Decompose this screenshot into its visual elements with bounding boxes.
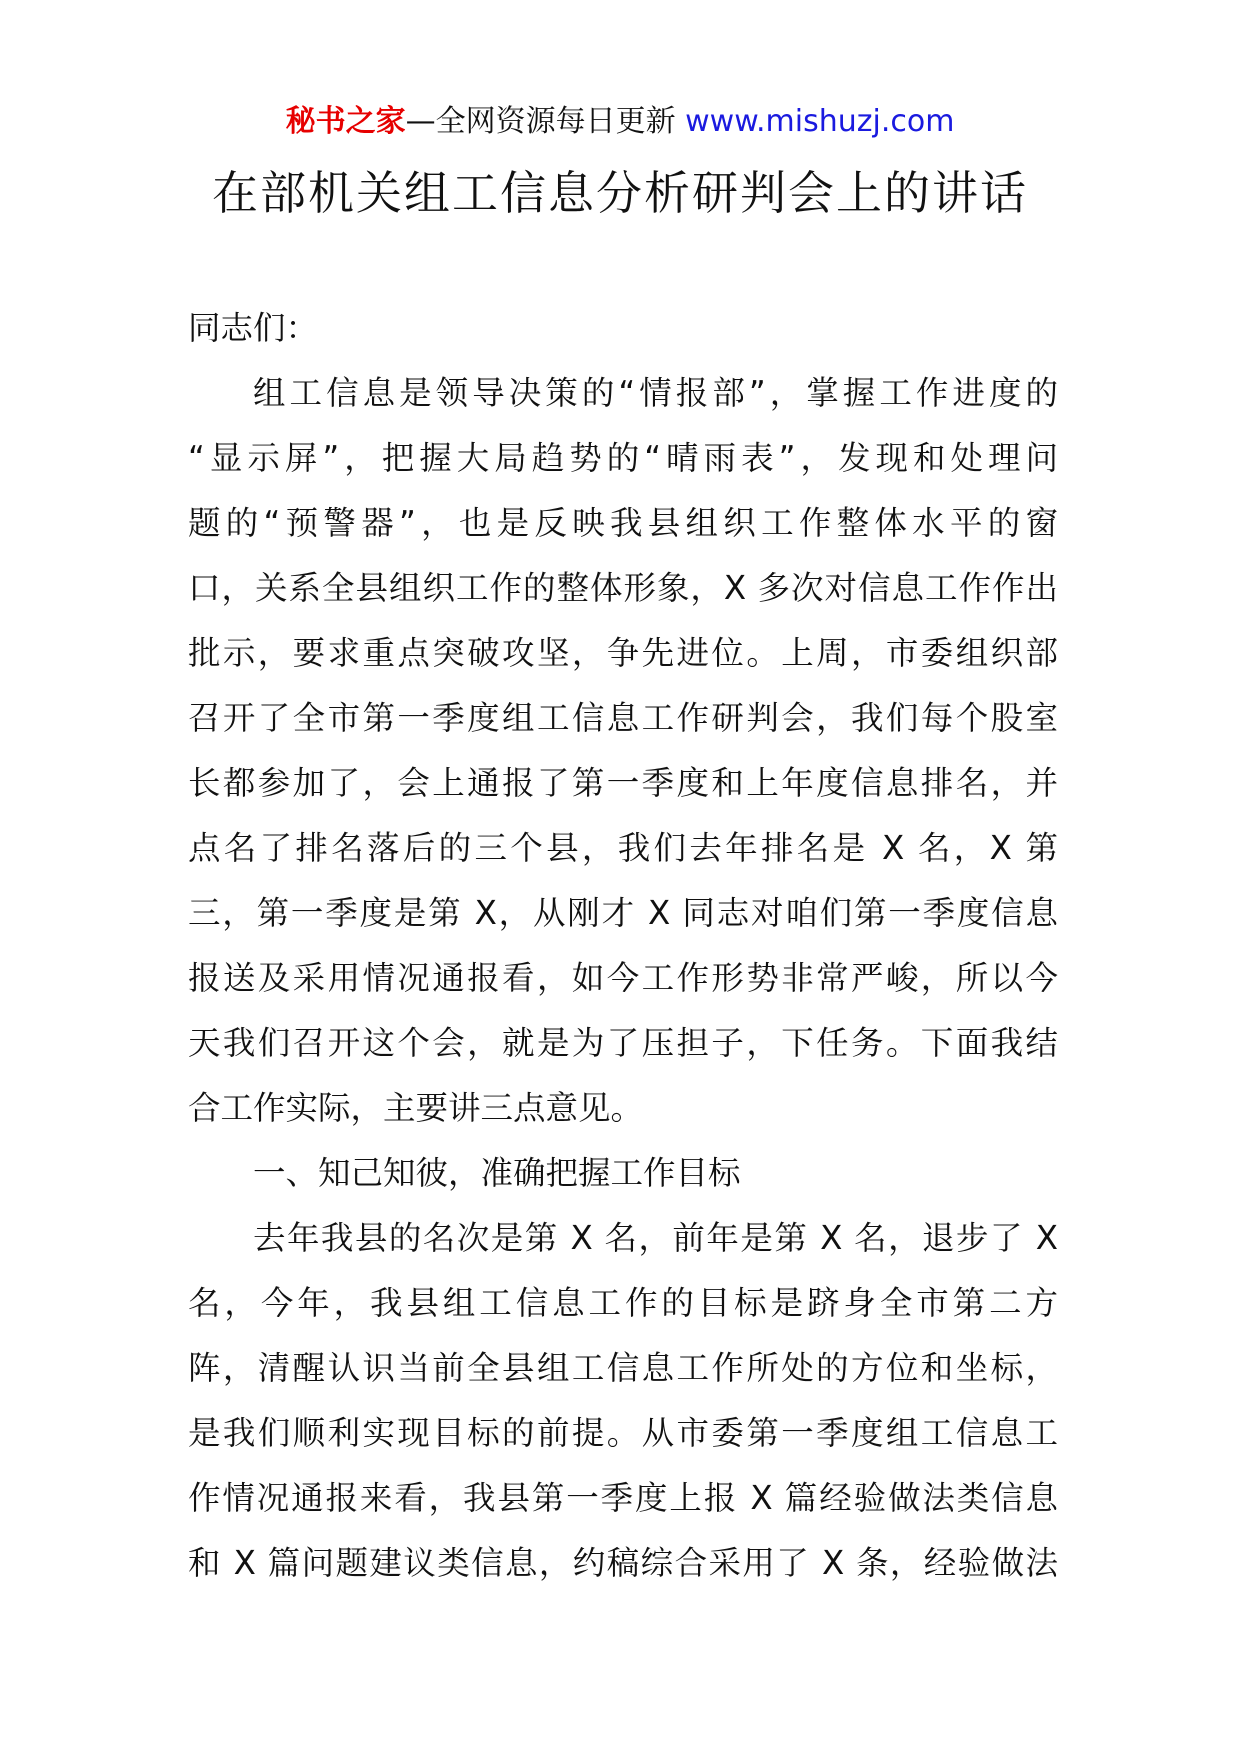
paragraph-line: 和 X 篇问题建议类信息，约稿综合采用了 X 条，经验做法	[188, 1544, 1058, 1582]
watermark-brand: 秘书之家	[285, 104, 406, 139]
paragraph-line: 召开了全市第一季度组工信息工作研判会，我们每个股室	[188, 699, 1058, 737]
paragraph-line: 长都参加了，会上通报了第一季度和上年度信息排名，并	[188, 764, 1058, 802]
paragraph-line: 是我们顺利实现目标的前提。从市委第一季度组工信息工	[188, 1414, 1058, 1452]
paragraph-line: 阵，清醒认识当前全县组工信息工作所处的方位和坐标，	[188, 1349, 1058, 1387]
paragraph-line: 组工信息是领导决策的“情报部”，掌握工作进度的	[253, 374, 1058, 412]
paragraph-line: 合工作实际，主要讲三点意见。	[188, 1089, 644, 1127]
paragraph-line: 批示，要求重点突破攻坚，争先进位。上周，市委组织部	[188, 634, 1058, 672]
paragraph-line: 题的“预警器”，也是反映我县组织工作整体水平的窗	[188, 504, 1058, 542]
paragraph-line: 口，关系全县组织工作的整体形象，X 多次对信息工作作出	[188, 569, 1058, 607]
paragraph-line: 去年我县的名次是第 X 名，前年是第 X 名，退步了 X	[253, 1219, 1058, 1257]
watermark-tagline: —全网资源每日更新	[405, 104, 676, 139]
paragraph-line: 点名了排名落后的三个县，我们去年排名是 X 名，X 第	[188, 829, 1058, 867]
paragraph-line: “显示屏”，把握大局趋势的“晴雨表”，发现和处理问	[188, 439, 1058, 477]
document-title: 在部机关组工信息分析研判会上的讲话	[212, 166, 1028, 220]
paragraph-line: 三，第一季度是第 X，从刚才 X 同志对咱们第一季度信息	[188, 894, 1058, 932]
paragraph-line: 名，今年，我县组工信息工作的目标是跻身全市第二方	[188, 1284, 1058, 1322]
watermark-header	[0, 102, 1240, 142]
watermark-url[interactable]: www.mishuzj.com	[685, 104, 955, 139]
paragraph-line: 作情况通报来看，我县第一季度上报 X 篇经验做法类信息	[188, 1479, 1058, 1517]
paragraph-line: 报送及采用情况通报看，如今工作形势非常严峻，所以今	[188, 959, 1058, 997]
paragraph-line: 天我们召开这个会，就是为了压担子，下任务。下面我结	[188, 1024, 1058, 1062]
salutation: 同志们：	[188, 309, 319, 347]
section-heading: 一、知己知彼，准确把握工作目标	[253, 1154, 741, 1192]
document-body	[188, 296, 1058, 1596]
